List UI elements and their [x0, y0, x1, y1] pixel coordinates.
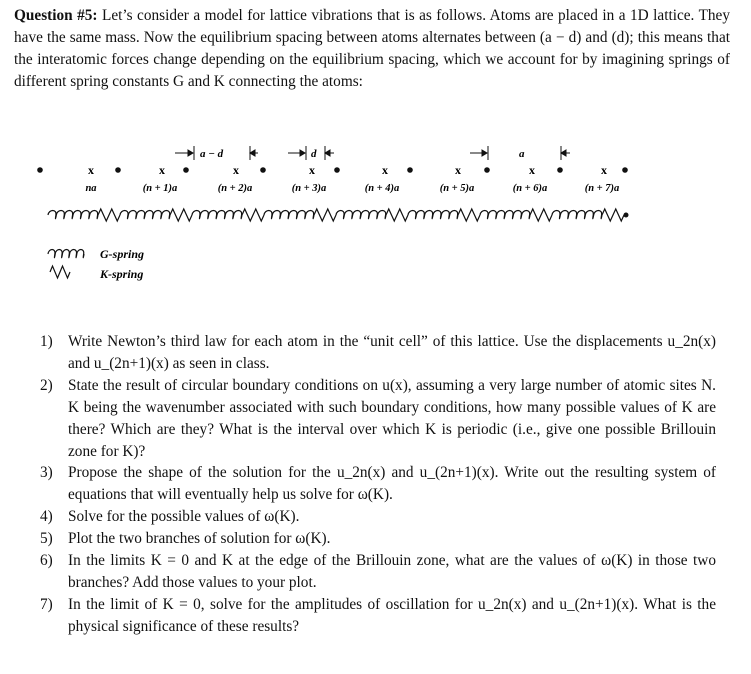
g-spring — [264, 211, 314, 219]
site-labels — [85, 183, 619, 194]
question-number: 3) — [40, 464, 53, 482]
k-spring — [602, 209, 624, 221]
site-label-3: (n + 3)a — [291, 183, 327, 194]
g-spring — [552, 211, 602, 219]
site-marker: x — [88, 163, 94, 177]
question-item-1 — [40, 331, 716, 375]
site-label-1: (n + 1)a — [142, 183, 178, 194]
question-label: Question #5: — [14, 7, 98, 24]
question-text: In the limits K = 0 and K at the edge of the Brillouin zone, what are the values of ω(K) in those two branches? Add those values to your plot. — [68, 552, 716, 591]
question-item-4 — [40, 506, 716, 528]
site-marker: x — [382, 163, 388, 177]
k-spring — [170, 209, 192, 221]
question-number: 4) — [40, 508, 53, 526]
question-number: 6) — [40, 552, 53, 570]
site-label-6: (n + 6)a — [512, 183, 548, 194]
site-label-4: (n + 4)a — [364, 183, 400, 194]
spring-chain — [48, 209, 629, 221]
k-spring — [98, 209, 120, 221]
site-marker: x — [159, 163, 165, 177]
legend-k-spring-label: K-spring — [100, 267, 144, 281]
k-spring-symbol — [50, 266, 70, 278]
g-spring — [336, 211, 386, 219]
question-number: 1) — [40, 333, 53, 350]
question-number: 2) — [40, 376, 53, 394]
question-text: Write Newton’s third law for each atom in the “unit cell” of this lattice. Use the displacements u_2n(x) and u_(2n+1)(x) as seen in class. — [68, 333, 716, 372]
atom-row — [37, 167, 628, 173]
question-item-6 — [40, 550, 716, 594]
site-marker: x — [233, 163, 239, 177]
k-spring — [530, 209, 552, 221]
question-intro-text: Let’s consider a model for lattice vibrations that is as follows. Atoms are placed in a 1D lattice. They have the same mass. Now the equilibrium spacing between atoms alternates between (a − d) and (d); this means that the interatomic forces change depending on the equilibrium spacing, which we account for by imagining springs of different spring constants G and K connecting the atoms: — [14, 7, 730, 90]
question-item-3 — [40, 462, 716, 506]
spacing-label-d: d — [311, 148, 317, 160]
g-spring — [48, 250, 84, 258]
question-list — [40, 331, 716, 638]
spacing-label-a-minus-d: a − d — [200, 148, 224, 160]
site-label-0: na — [85, 183, 97, 194]
g-spring — [192, 211, 242, 219]
site-marker: x — [601, 163, 607, 177]
site-markers — [88, 163, 607, 177]
legend-g-spring-label: G-spring — [100, 247, 145, 261]
lattice-figure — [0, 128, 751, 288]
legend — [48, 247, 144, 281]
k-spring — [314, 209, 336, 221]
question-text: Plot the two branches of solution for ω(K). — [68, 530, 331, 548]
g-spring — [408, 211, 458, 219]
spacing-label-a: a — [519, 148, 525, 160]
question-intro — [14, 5, 730, 93]
question-item-2 — [40, 375, 716, 463]
question-number: 5) — [40, 530, 53, 548]
k-spring — [242, 209, 264, 221]
question-item-5 — [40, 528, 716, 550]
site-label-7: (n + 7)a — [584, 183, 620, 194]
question-text: State the result of circular boundary conditions on u(x), assuming a very large number of atomic sites N. K being the wavenumber associated with such boundary conditions, how many possible values of K are there? Which are they? What is the interval over which K is periodic (i.e., give one possible Brillouin zone for K)? — [68, 376, 716, 460]
g-spring — [480, 211, 530, 219]
site-label-5: (n + 5)a — [439, 183, 475, 194]
g-spring — [48, 211, 98, 219]
question-number: 7) — [40, 595, 53, 613]
k-spring — [50, 266, 70, 278]
site-label-2: (n + 2)a — [217, 183, 253, 194]
question-text: In the limit of K = 0, solve for the amplitudes of oscillation for u_2n(x) and u_(2n+1)(x). What is the physical significance of these results? — [68, 595, 716, 635]
k-spring — [386, 209, 408, 221]
g-spring-symbol — [48, 250, 84, 258]
site-marker: x — [529, 163, 535, 177]
k-spring — [458, 209, 480, 221]
question-item-7 — [40, 594, 716, 638]
question-text: Propose the shape of the solution for the u_2n(x) and u_(2n+1)(x). Write out the resulting system of equations that will eventually help us solve for ω(K). — [68, 464, 716, 504]
site-marker: x — [455, 163, 461, 177]
chain-atom — [624, 213, 629, 218]
question-text: Solve for the possible values of ω(K). — [68, 508, 300, 526]
site-marker: x — [309, 163, 315, 177]
g-spring — [120, 211, 170, 219]
